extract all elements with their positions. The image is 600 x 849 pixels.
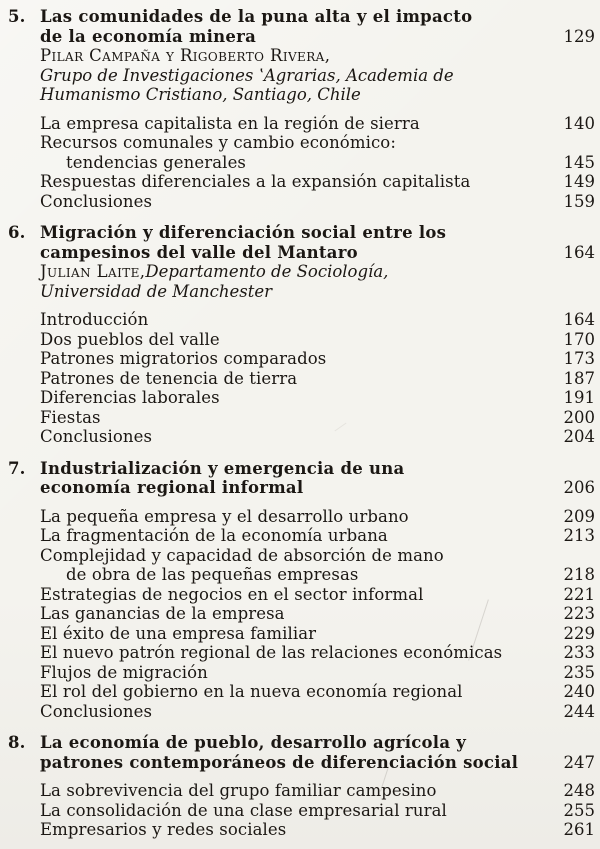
toc-entry <box>40 526 595 546</box>
toc-entry <box>40 624 595 644</box>
page-number: 129 <box>563 26 595 46</box>
table-of-contents <box>8 7 595 840</box>
toc-entry <box>40 507 595 527</box>
toc-entry-text: Complejidad y capacidad de absorción de mano <box>40 545 444 565</box>
chapter-entries <box>40 781 595 840</box>
toc-entry-text: Empresarios y redes sociales <box>40 820 287 839</box>
author-affiliation: Grupo de Investigaciones ʽAgrarias, Academia de <box>40 65 454 85</box>
chapter-entries <box>40 114 595 212</box>
page-number: 164 <box>563 242 595 262</box>
chapter-title-line <box>40 733 595 753</box>
toc-entry-text: Las ganancias de la empresa <box>40 604 285 623</box>
chapter-title-line-text: Las comunidades de la puna alta y el impacto <box>40 7 473 26</box>
toc-entry-text: Respuestas diferenciales a la expansión capitalista <box>40 172 471 191</box>
page-number: 200 <box>563 407 595 427</box>
toc-entry <box>40 192 595 212</box>
chapter-heading <box>40 7 595 46</box>
toc-entry-text: Conclusiones <box>40 191 153 211</box>
byline-line <box>40 282 595 302</box>
byline-line <box>40 262 595 282</box>
page-number: 235 <box>563 662 595 682</box>
chapter-title-line <box>40 459 595 479</box>
toc-chapter <box>8 223 595 447</box>
byline-line <box>40 66 595 86</box>
page-number: 209 <box>563 506 595 526</box>
toc-entry-text: Patrones de tenencia de tierra <box>40 368 298 388</box>
page-number: 204 <box>563 427 595 446</box>
page-number: 229 <box>563 623 595 643</box>
chapter-title-line <box>40 27 595 47</box>
toc-entry <box>40 565 595 585</box>
chapter-title-line <box>40 478 595 498</box>
toc-entry <box>40 585 595 605</box>
chapter-title-line-text: patrones contemporáneos de diferenciación social <box>40 752 519 772</box>
chapter-entries <box>40 507 595 722</box>
toc-entry-text: El éxito de una empresa familiar <box>40 623 317 643</box>
toc-entry-text: La pequeña empresa y el desarrollo urbano <box>40 506 409 526</box>
author-affiliation: Departamento de Sociología, <box>145 262 389 281</box>
chapter-number: 5. <box>8 7 26 26</box>
toc-entry <box>40 153 595 173</box>
toc-entry-text: Introducción <box>40 310 149 329</box>
page-number: 164 <box>563 310 595 329</box>
toc-entry-text: Estrategias de negocios en el sector informal <box>40 584 424 604</box>
toc-entry <box>40 114 595 134</box>
toc-chapter <box>8 459 595 722</box>
toc-entry <box>40 546 595 566</box>
page-number: 159 <box>563 191 595 211</box>
author-name: Julian Laite, <box>40 262 146 281</box>
page-number: 218 <box>563 565 595 584</box>
toc-entry <box>40 388 595 408</box>
chapter-title-line-text: economía regional informal <box>40 478 304 497</box>
toc-entry <box>40 427 595 447</box>
page-number: 170 <box>563 329 595 349</box>
page-number: 145 <box>563 152 595 172</box>
toc-entry <box>40 801 595 821</box>
toc-entry-text: El nuevo patrón regional de las relaciones económicas <box>40 643 503 662</box>
toc-entry <box>40 310 595 330</box>
toc-entry <box>40 172 595 192</box>
chapter-title-line-text: La economía de pueblo, desarrollo agrícola y <box>40 733 467 752</box>
toc-entry <box>40 330 595 350</box>
toc-entry <box>40 820 595 840</box>
toc-entry-text: La fragmentación de la economía urbana <box>40 526 388 545</box>
page-number: 247 <box>563 752 595 772</box>
chapter-number: 7. <box>8 458 26 478</box>
page-number: 255 <box>563 800 595 820</box>
page-number: 244 <box>563 701 595 721</box>
page-number: 223 <box>563 604 595 623</box>
page-number: 221 <box>563 584 595 604</box>
chapter-entries <box>40 310 595 447</box>
toc-entry-text: Fiestas <box>40 407 101 427</box>
page-number: 140 <box>563 113 595 133</box>
chapter-title-line <box>40 243 595 263</box>
page-number: 233 <box>563 643 595 662</box>
chapter-title-line <box>40 7 595 27</box>
page-number: 173 <box>563 349 595 368</box>
toc-entry-text: La consolidación de una clase empresarial rural <box>40 800 447 820</box>
chapter-title-line-text: Migración y diferenciación social entre los <box>40 223 447 242</box>
page-number: 248 <box>563 781 595 800</box>
byline-line <box>40 46 595 66</box>
page-number: 206 <box>563 478 595 497</box>
toc-entry <box>40 604 595 624</box>
page-number: 213 <box>563 526 595 545</box>
toc-entry-text: El rol del gobierno en la nueva economía regional <box>40 682 463 701</box>
chapter-heading <box>40 459 595 498</box>
chapter-heading <box>40 733 595 772</box>
page-number: 149 <box>563 172 595 191</box>
toc-entry-text: Conclusiones <box>40 701 153 721</box>
toc-entry <box>40 133 595 153</box>
page-number: 240 <box>563 682 595 701</box>
toc-entry-text: Dos pueblos del valle <box>40 329 220 349</box>
chapter-byline <box>40 262 595 301</box>
toc-chapter <box>8 733 595 840</box>
chapter-heading <box>40 223 595 262</box>
toc-entry-text: La sobrevivencia del grupo familiar campesino <box>40 781 437 800</box>
toc-entry <box>40 369 595 389</box>
chapter-title-line-text: de la economía minera <box>40 26 257 46</box>
toc-entry-text: de obra de las pequeñas empresas <box>66 565 359 584</box>
toc-entry <box>40 682 595 702</box>
chapter-title-line <box>40 753 595 773</box>
toc-entry <box>40 643 595 663</box>
byline-line <box>40 85 595 105</box>
chapter-title-line <box>40 223 595 243</box>
chapter-title-line-text: campesinos del valle del Mantaro <box>40 242 358 262</box>
author-name: Pilar Campaña y Rigoberto Rivera, <box>40 46 331 65</box>
toc-entry-text: Patrones migratorios comparados <box>40 349 327 368</box>
toc-entry <box>40 349 595 369</box>
toc-entry <box>40 408 595 428</box>
toc-entry-text: La empresa capitalista en la región de sierra <box>40 113 420 133</box>
chapter-number: 6. <box>8 223 26 242</box>
chapter-byline <box>40 46 595 105</box>
toc-entry <box>40 702 595 722</box>
page-number: 187 <box>563 368 595 388</box>
page-number: 261 <box>563 820 595 839</box>
page-number: 191 <box>563 388 595 407</box>
toc-entry-text: Conclusiones <box>40 427 153 446</box>
toc-entry-text: Flujos de migración <box>40 662 208 682</box>
toc-entry-text: tendencias generales <box>66 152 246 172</box>
toc-entry-text: Recursos comunales y cambio económico: <box>40 133 396 152</box>
toc-chapter <box>8 7 595 211</box>
toc-entry-text: Diferencias laborales <box>40 388 220 407</box>
author-affiliation: Universidad de Manchester <box>40 281 273 301</box>
chapter-title-line-text: Industrialización y emergencia de una <box>40 458 405 478</box>
author-affiliation: Humanismo Cristiano, Santiago, Chile <box>40 85 361 104</box>
toc-entry <box>40 781 595 801</box>
chapter-number: 8. <box>8 733 26 752</box>
toc-entry <box>40 663 595 683</box>
